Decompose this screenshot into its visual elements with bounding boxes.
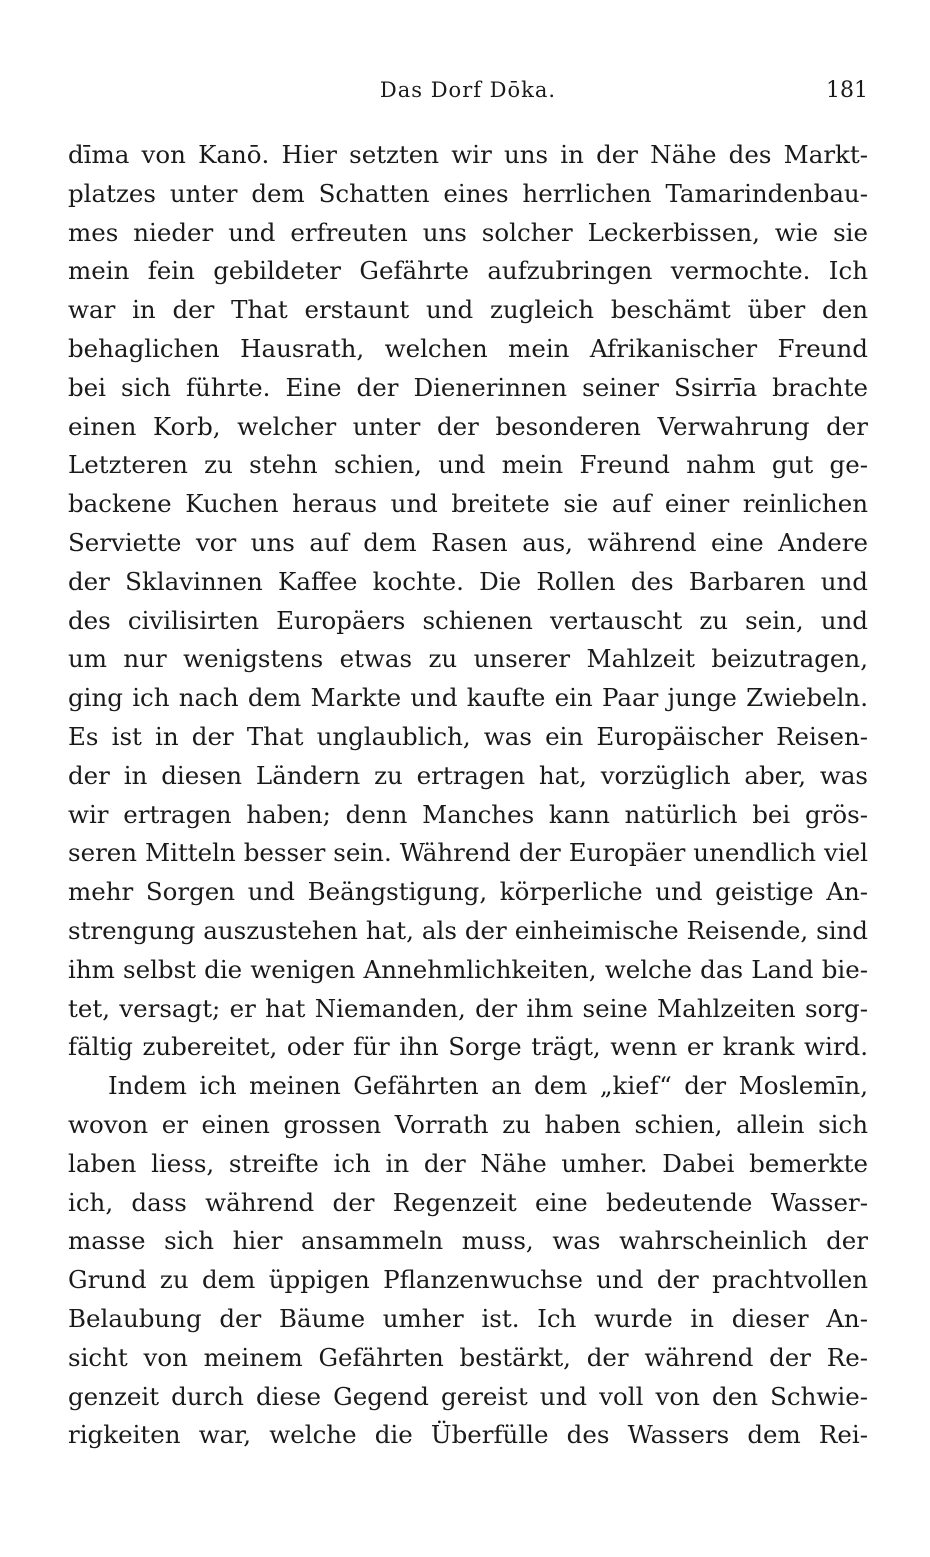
text-line: rigkeiten war, welche die Überfülle des Wassers dem Rei- <box>68 1420 868 1450</box>
text-line: war in der That erstaunt und zugleich beschämt über den <box>68 295 868 325</box>
text-line: sicht von meinem Gefährten bestärkt, der während der Re- <box>68 1342 868 1372</box>
text-line: der in diesen Ländern zu ertragen hat, vorzüglich aber, was <box>68 760 868 790</box>
text-line: Serviette vor uns auf dem Rasen aus, während eine Andere <box>68 527 868 557</box>
text-line: fältig zubereitet, oder für ihn Sorge trägt, wenn er krank wird. <box>68 1032 868 1062</box>
text-line: des civilisirten Europäers schienen vertauscht zu sein, und <box>68 605 868 635</box>
text-line: der Sklavinnen Kaffee kochte. Die Rollen des Barbaren und <box>68 566 868 596</box>
text-line: ging ich nach dem Markte und kaufte ein Paar junge Zwiebeln. <box>68 683 868 713</box>
text-line: einen Korb, welcher unter der besonderen Verwahrung der <box>68 411 868 441</box>
text-line: dīma von Kanō. Hier setzten wir uns in der Nähe des Markt- <box>68 140 868 169</box>
text-line: ich, dass während der Regenzeit eine bedeutende Wasser- <box>68 1187 868 1217</box>
text-line: masse sich hier ansammeln muss, was wahrscheinlich der <box>68 1226 868 1256</box>
text-line: seren Mitteln besser sein. Während der Europäer unendlich viel <box>68 838 868 868</box>
text-line: bei sich führte. Eine der Dienerinnen seiner Ssirrīa brachte <box>68 372 868 402</box>
text-line: genzeit durch diese Gegend gereist und voll von den Schwie- <box>68 1381 868 1411</box>
text-line: laben liess, streifte ich in der Nähe umher. Dabei bemerkte <box>68 1148 868 1178</box>
text-line: um nur wenigstens etwas zu unserer Mahlzeit beizutragen, <box>68 644 868 674</box>
text-line: strengung auszustehen hat, als der einheimische Reisende, sind <box>68 915 868 945</box>
text-line: tet, versagt; er hat Niemanden, der ihm seine Mahlzeiten sorg- <box>68 993 868 1023</box>
text-line: behaglichen Hausrath, welchen mein Afrikanischer Freund <box>68 333 868 363</box>
text-line: Belaubung der Bäume umher ist. Ich wurde in dieser An- <box>68 1303 868 1333</box>
text-line: platzes unter dem Schatten eines herrlichen Tamarindenbau- <box>68 178 868 208</box>
text-line: Letzteren zu stehn schien, und mein Freund nahm gut ge- <box>68 450 868 480</box>
page-number: 181 <box>826 78 868 103</box>
text-line: mes nieder und erfreuten uns solcher Leckerbissen, wie sie <box>68 217 868 247</box>
text-line: mein fein gebildeter Gefährte aufzubringen vermochte. Ich <box>68 256 868 286</box>
text-line: Es ist in der That unglaublich, was ein Europäischer Reisen- <box>68 721 868 751</box>
text-line: wovon er einen grossen Vorrath zu haben schien, allein sich <box>68 1109 868 1139</box>
running-head-title: Das Dorf Dōka. <box>379 78 557 102</box>
text-line: backene Kuchen heraus und breitete sie auf einer reinlichen <box>68 489 868 519</box>
running-head <box>68 78 868 114</box>
paragraph-first-line: Indem ich meinen Gefährten an dem „kief“ der Moslemīn, <box>108 1071 868 1101</box>
text-line: Grund zu dem üppigen Pflanzenwuchse und der prachtvollen <box>68 1265 868 1295</box>
body-text <box>68 136 868 1455</box>
text-line: mehr Sorgen und Beängstigung, körperliche und geistige An- <box>68 877 868 907</box>
text-line: wir ertragen haben; denn Manches kann natürlich bei grös- <box>68 799 868 829</box>
text-line: ihm selbst die wenigen Annehmlichkeiten, welche das Land bie- <box>68 954 868 984</box>
